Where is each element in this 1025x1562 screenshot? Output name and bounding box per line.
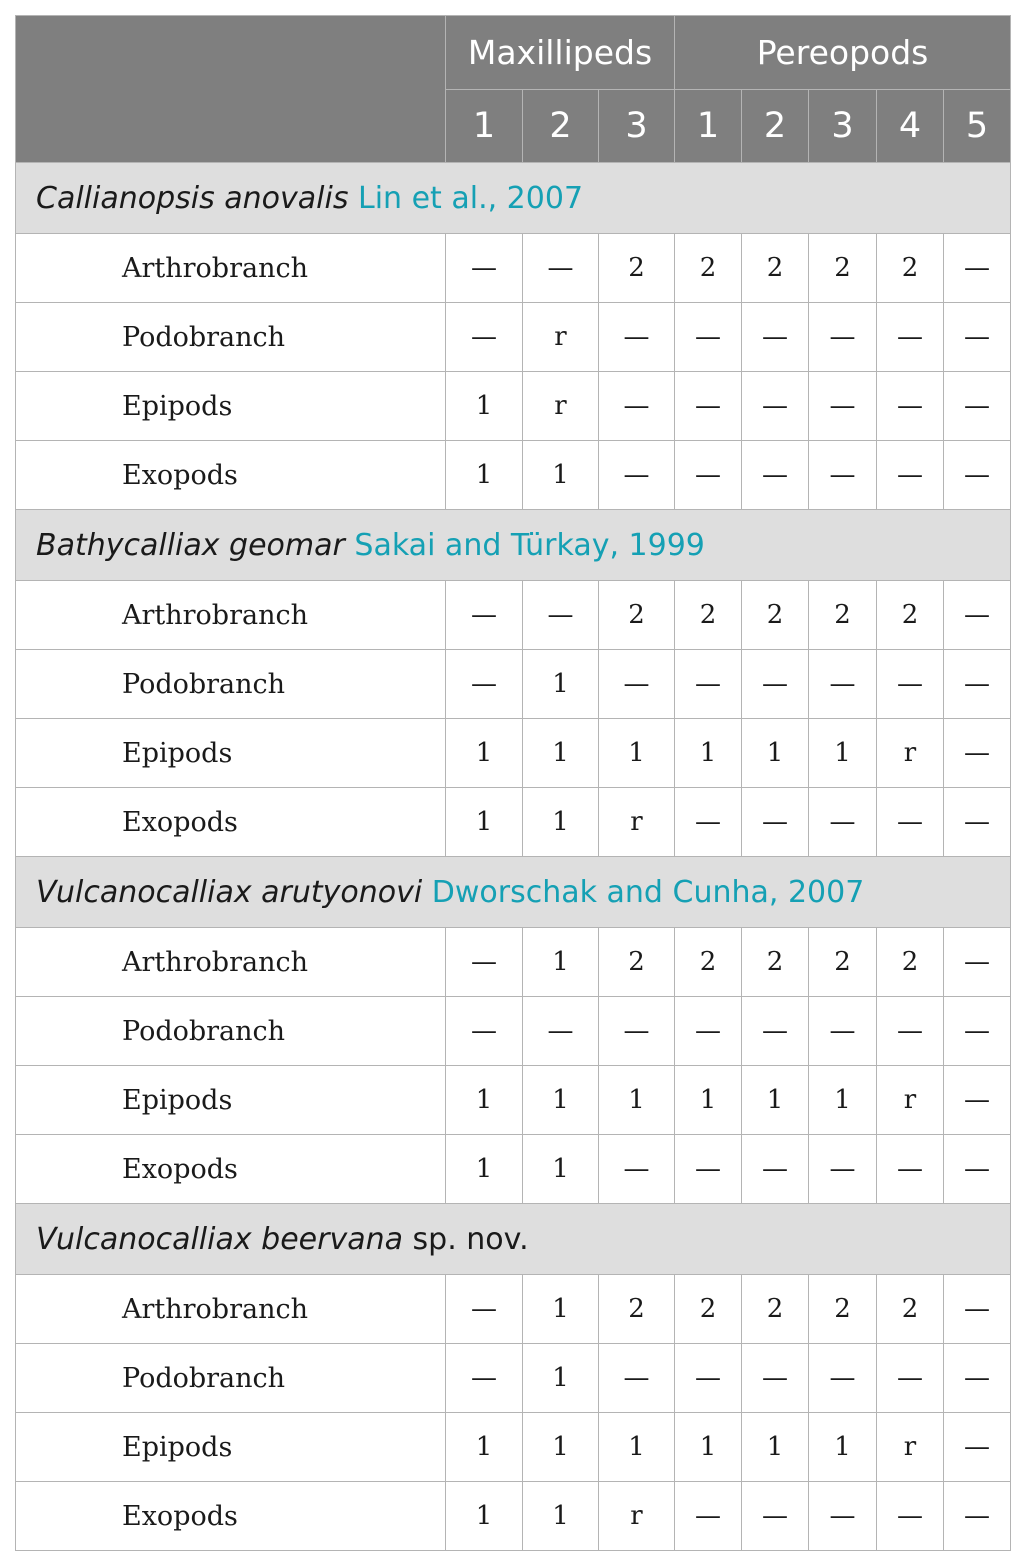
table-cell: — [675,650,742,719]
table-cell: — [675,372,742,441]
table-cell: — [446,234,523,303]
row-label: Arthrobranch [16,234,446,303]
table-cell: — [675,788,742,857]
table-cell: r [877,1066,944,1135]
table-cell: 2 [675,928,742,997]
table-cell: 2 [742,928,809,997]
species-heading [16,163,1011,234]
table-row [16,788,1011,857]
table-cell: — [523,234,599,303]
table-cell: 2 [675,1275,742,1344]
table-cell: 1 [742,1413,809,1482]
row-label: Exopods [16,1482,446,1551]
table-cell: — [675,1135,742,1204]
header-maxilliped-number: 2 [523,90,599,163]
table-cell: — [675,1482,742,1551]
table-cell: — [742,1135,809,1204]
table-cell: — [944,788,1011,857]
table-row [16,1135,1011,1204]
table-cell: — [446,928,523,997]
header-pereopod-number: 3 [809,90,877,163]
table-cell: — [944,928,1011,997]
table-cell: — [944,1275,1011,1344]
header-corner-cell [16,16,446,163]
table-cell: r [877,719,944,788]
table-cell: 2 [809,928,877,997]
table-row [16,1275,1011,1344]
table-body [16,163,1011,1551]
table-row [16,372,1011,441]
table-cell: 1 [446,719,523,788]
table-cell: 1 [523,1482,599,1551]
table-cell: r [523,372,599,441]
header-pereopods: Pereopods [675,16,1011,90]
table-cell: 2 [599,234,675,303]
table-cell: 2 [599,928,675,997]
table-cell: — [944,303,1011,372]
table-row [16,1344,1011,1413]
table-cell: r [599,788,675,857]
table-cell: — [809,1344,877,1413]
table-cell: — [742,372,809,441]
table-cell: 1 [523,1275,599,1344]
table-cell: — [446,1344,523,1413]
table-cell: — [599,441,675,510]
table-cell: 2 [809,234,877,303]
species-citation-link[interactable]: Sakai and Türkay, 1999 [354,527,705,563]
table-cell: — [446,303,523,372]
species-name: Vulcanocalliax arutyonovi [36,874,423,910]
table-cell: — [944,1482,1011,1551]
table-cell: 2 [877,581,944,650]
table-cell: — [599,997,675,1066]
species-row [16,510,1011,581]
table-cell: — [809,1135,877,1204]
table-cell: — [742,1344,809,1413]
table-cell: — [599,372,675,441]
species-name: Vulcanocalliax beervana [36,1221,403,1257]
table-cell: 1 [523,441,599,510]
table-cell: 1 [523,788,599,857]
table-cell: 1 [446,1482,523,1551]
table-cell: — [877,1482,944,1551]
table-row [16,234,1011,303]
table-cell: — [523,997,599,1066]
row-label: Podobranch [16,303,446,372]
gill-formula-table [15,15,1011,1551]
table-cell: — [944,1135,1011,1204]
table-cell: 2 [742,1275,809,1344]
table-cell: — [809,788,877,857]
table-row [16,719,1011,788]
table-cell: — [742,650,809,719]
table-cell: — [809,441,877,510]
table-cell: — [809,303,877,372]
table-cell: — [742,441,809,510]
row-label: Podobranch [16,1344,446,1413]
table-cell: — [809,1482,877,1551]
table-row [16,1482,1011,1551]
table-row [16,581,1011,650]
table-cell: — [809,650,877,719]
table-cell: 1 [809,1066,877,1135]
table-cell: — [675,441,742,510]
species-name: Bathycalliax geomar [36,527,345,563]
table-cell: 1 [742,1066,809,1135]
row-label: Epipods [16,372,446,441]
table-cell: — [675,997,742,1066]
row-label: Podobranch [16,650,446,719]
table-cell: 1 [446,441,523,510]
table-cell: — [523,581,599,650]
table-cell: 1 [742,719,809,788]
row-label: Exopods [16,441,446,510]
table-cell: — [599,1344,675,1413]
table-cell: — [675,303,742,372]
table-cell: — [944,1413,1011,1482]
species-row [16,857,1011,928]
table-cell: — [742,1482,809,1551]
table-cell: — [742,788,809,857]
table-cell: 2 [742,581,809,650]
header-maxilliped-number: 3 [599,90,675,163]
header-pereopod-number: 1 [675,90,742,163]
row-label: Epipods [16,1066,446,1135]
row-label: Exopods [16,788,446,857]
table-cell: 2 [675,234,742,303]
species-citation-link[interactable]: Lin et al., 2007 [358,180,584,216]
table-cell: 2 [877,1275,944,1344]
table-cell: 1 [523,928,599,997]
header-maxilliped-number: 1 [446,90,523,163]
table-cell: — [877,650,944,719]
species-row [16,163,1011,234]
table-cell: 1 [809,719,877,788]
table-row [16,997,1011,1066]
table-cell: 1 [599,1413,675,1482]
table-cell: 2 [809,1275,877,1344]
table-cell: 2 [599,581,675,650]
table-cell: — [877,303,944,372]
table-row [16,928,1011,997]
table-cell: — [944,650,1011,719]
table-cell: — [944,581,1011,650]
table-row [16,1413,1011,1482]
species-heading [16,1204,1011,1275]
table-cell: 2 [675,581,742,650]
table-cell: r [523,303,599,372]
table-cell: 1 [446,372,523,441]
table-cell: — [446,581,523,650]
table-cell: 1 [446,1413,523,1482]
header-pereopod-number: 4 [877,90,944,163]
row-label: Arthrobranch [16,928,446,997]
species-row [16,1204,1011,1275]
table-cell: — [877,788,944,857]
table-cell: — [944,1066,1011,1135]
row-label: Exopods [16,1135,446,1204]
table-cell: — [944,997,1011,1066]
table-cell: — [877,1135,944,1204]
table-cell: — [877,372,944,441]
table-cell: — [944,234,1011,303]
table-cell: — [742,997,809,1066]
table-cell: — [446,997,523,1066]
table-cell: 2 [742,234,809,303]
table-cell: — [944,1344,1011,1413]
table-cell: — [446,650,523,719]
table-header [16,16,1011,163]
species-name: Callianopsis anovalis [36,180,349,216]
table-row [16,1066,1011,1135]
table-cell: 1 [446,788,523,857]
table-cell: — [877,441,944,510]
table-cell: — [944,372,1011,441]
table-cell: — [675,1344,742,1413]
table-cell: — [446,1275,523,1344]
table-cell: 1 [523,719,599,788]
table-cell: 1 [523,1135,599,1204]
table-row [16,650,1011,719]
table-cell: 1 [675,1066,742,1135]
table-cell: 2 [877,928,944,997]
table-cell: — [877,1344,944,1413]
row-label: Podobranch [16,997,446,1066]
table-cell: — [599,650,675,719]
row-label: Arthrobranch [16,581,446,650]
table-cell: — [809,997,877,1066]
table-cell: 1 [599,719,675,788]
table-cell: 1 [523,650,599,719]
header-pereopod-number: 2 [742,90,809,163]
table-cell: r [877,1413,944,1482]
table-cell: 2 [599,1275,675,1344]
table-cell: — [809,372,877,441]
table-row [16,441,1011,510]
species-heading [16,857,1011,928]
table-cell: 1 [523,1344,599,1413]
table-cell: 1 [599,1066,675,1135]
row-label: Epipods [16,719,446,788]
table-cell: 2 [877,234,944,303]
table-cell: — [877,997,944,1066]
table-cell: — [742,303,809,372]
table-cell: 1 [446,1135,523,1204]
species-heading [16,510,1011,581]
table-cell: 2 [809,581,877,650]
table-cell: 1 [523,1066,599,1135]
row-label: Epipods [16,1413,446,1482]
table-cell: 1 [523,1413,599,1482]
table-row [16,303,1011,372]
table-cell: 1 [675,719,742,788]
header-pereopod-number: 5 [944,90,1011,163]
species-citation-link[interactable]: Dworschak and Cunha, 2007 [431,874,865,910]
table-cell: 1 [809,1413,877,1482]
table-cell: r [599,1482,675,1551]
table-cell: 1 [446,1066,523,1135]
table-cell: 1 [675,1413,742,1482]
table-cell: — [599,1135,675,1204]
species-suffix: sp. nov. [412,1221,529,1257]
table-cell: — [599,303,675,372]
header-maxillipeds: Maxillipeds [446,16,675,90]
table-cell: — [944,441,1011,510]
row-label: Arthrobranch [16,1275,446,1344]
table-cell: — [944,719,1011,788]
